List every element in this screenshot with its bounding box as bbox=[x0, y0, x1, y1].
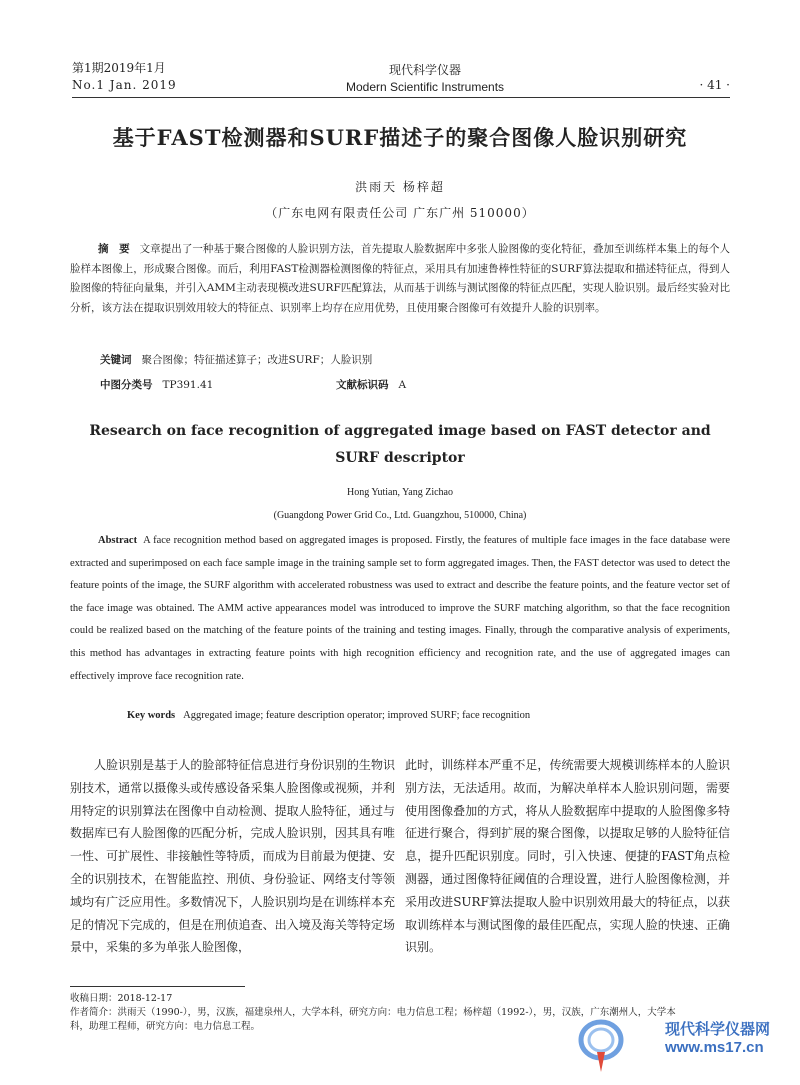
abstract-en-label: Abstract bbox=[98, 535, 138, 546]
keywords-en bbox=[127, 710, 530, 721]
authors-en: Hong Yutian, Yang Zichao bbox=[346, 487, 453, 498]
affiliation-en: (Guangdong Power Grid Co., Ltd. Guangzhou, 510000, China) bbox=[273, 510, 527, 521]
authors-cn: 洪雨天 杨梓超 bbox=[355, 180, 445, 194]
affiliation-cn: （广东电网有限责任公司 广东广州 510000） bbox=[265, 206, 535, 220]
body-left-text: 人脸识别是基于人的脸部特征信息进行身份识别的生物识别技术，通常以摄像头或传感设备采集人脸图像或视频，并利用特定的识别算法在图像中自动检测、提取人脸特征，通过与数据库已有人脸图像的匹配分析，完成人脸识别，因其具有唯一性、可扩展性、非接触性等特质，而成为目前最为便捷、安全的识别技术，在智能监控、刑侦、身份验证、网络支付等领域均有广泛应用性。多数情况下，人脸识别均是在训练样本充足的情况下完成的，但是在刑侦追查、出入境及海关等特定场景中，采集的多为单张人脸图像， bbox=[70, 758, 395, 955]
keywords-en-text: Aggregated image; feature description operator; improved SURF; face recognition bbox=[183, 710, 531, 721]
abstract-en bbox=[70, 530, 730, 688]
issue-info bbox=[72, 60, 177, 94]
keywords-cn-label: 关键词 bbox=[100, 354, 132, 366]
watermark bbox=[665, 1018, 770, 1056]
paper-title-en: Research on face recognition of aggregated image based on FAST detector and SURF descriptor bbox=[89, 423, 711, 466]
watermark-name: 现代科学仪器网 bbox=[664, 1020, 770, 1038]
classification-cn-text: TP391.41 bbox=[162, 379, 214, 391]
header-rule bbox=[72, 97, 730, 98]
journal-name bbox=[300, 62, 550, 96]
classification-cn bbox=[100, 377, 213, 392]
abstract-cn bbox=[70, 240, 730, 318]
watermark-logo-icon bbox=[575, 1018, 627, 1074]
abstract-cn-label: 摘 要 bbox=[98, 243, 130, 255]
keywords-en-label: Key words bbox=[127, 710, 176, 721]
footnote-rule bbox=[70, 986, 245, 987]
received-date: 收稿日期：2018-12-17 bbox=[70, 993, 173, 1004]
journal-cn: 现代科学仪器 bbox=[388, 63, 461, 77]
journal-en: Modern Scientific Instruments bbox=[345, 80, 505, 94]
author-bio: 作者简介：洪雨天（1990-），男，汉族，福建泉州人，大学本科，研究方向：电力信息工程；杨梓超（1992-），男，汉族，广东潮州人，大学本科，助理工程师，研究方向：电力信息工程。 bbox=[70, 1007, 676, 1032]
keywords-cn bbox=[100, 352, 372, 367]
document-code-cn-text: A bbox=[398, 379, 407, 391]
body-column-left bbox=[70, 754, 395, 959]
watermark-url: www.ms17.cn bbox=[664, 1039, 764, 1056]
paper-title-cn: 基于FAST检测器和SURF描述子的聚合图像人脸识别研究 bbox=[112, 125, 688, 150]
page-number: · 41 · bbox=[699, 78, 730, 92]
document-code-cn-label: 文献标识码 bbox=[336, 379, 389, 391]
body-column-right bbox=[405, 754, 730, 959]
document-code-cn bbox=[336, 377, 406, 392]
issue-cn: 第1期2019年1月 bbox=[72, 61, 166, 75]
body-right-text: 此时，训练样本严重不足，传统需要大规模训练样本的人脸识别方法，无法适用。故而，为解决单样本人脸识别问题，需要使用图像叠加的方式，将从人脸数据库中提取的人脸图像多特征进行聚合，得到扩展的聚合图像，以提取足够的人脸特征信息，提升匹配识别度。同时，引入快速、便捷的FAST角点检测器，通过图像特征阈值的合理设置，进行人脸图像检测，并采用改进SURF算法提取人脸中识别效用最大的特征点，以获取训练样本与测试图像的最佳匹配点，实现人脸的快速、正确识别。 bbox=[405, 758, 730, 955]
footnote bbox=[70, 992, 730, 1034]
issue-en: No.1 Jan. 2019 bbox=[72, 78, 177, 92]
keywords-cn-text: 聚合图像；特征描述算子；改进SURF；人脸识别 bbox=[141, 354, 373, 366]
abstract-en-text: A face recognition method based on aggregated images is proposed. Firstly, the features of multiple face images in the face database were extracted and superimposed on each face sample image in the training sample set to form aggregated images. Then, the FAST detector was used to detect the feature points of the image, the SURF algorithm with accelerated robustness was used to extract and describe the feature points, and the feature vector set of the face image was obtained. The AMM active appearances model was introduced to improve the SURF matching algorithm, so that the face recognition could be realized based on the matching of the feature points of the training and testing images. Finally, through the comparative analysis of experiments, this method has advantages in extracting feature points with high recognition efficiency and recognition rate, and the use of aggregated images can effectively improve face recognition rate. bbox=[70, 535, 730, 682]
abstract-cn-text: 文章提出了一种基于聚合图像的人脸识别方法，首先提取人脸数据库中多张人脸图像的变化特征，叠加至训练样本集上的每个人脸样本图像上，形成聚合图像。而后，利用FAST检测器检测图像的特征点，采用具有加速鲁棒性特征的SURF算法提取和描述特征点，得到人脸图像的特征向量集，并引入AMM主动表现模改进SURF匹配算法，从而基于训练与测试图像的特征点匹配，实现人脸识别。最后经实验对比分析，该方法在提取识别效用较大的特征点、识别率上均存在应用优势，且使用聚合图像可有效提升人脸的识别率。 bbox=[70, 243, 731, 314]
classification-cn-label: 中图分类号 bbox=[100, 379, 153, 391]
